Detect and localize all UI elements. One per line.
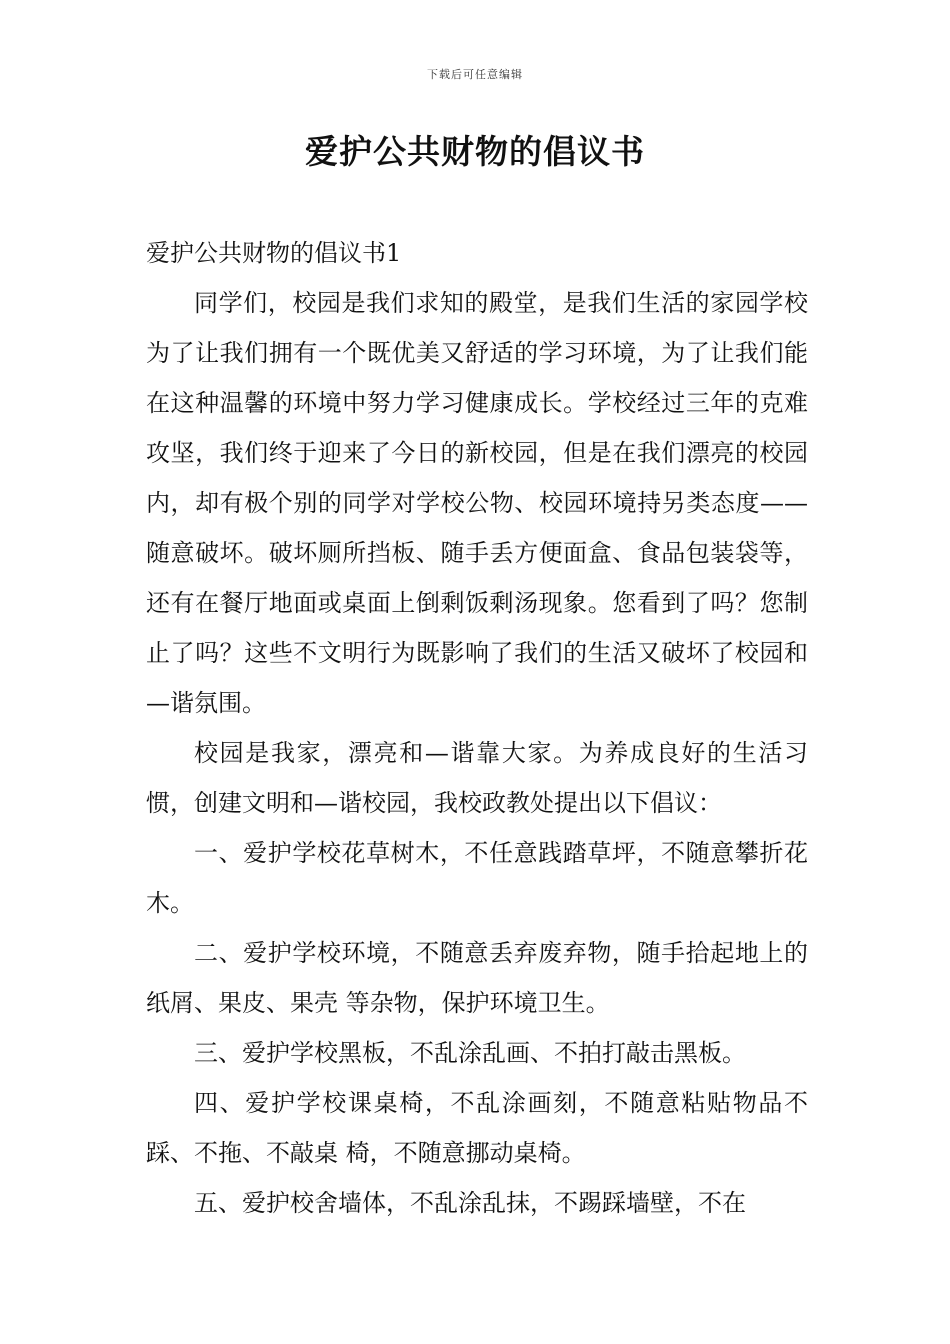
section-heading: 爱护公共财物的倡议书1 [146, 239, 402, 267]
paragraph-item-1: 一、爱护学校花草树木，不任意践踏草坪，不随意攀折花木。 [146, 839, 808, 917]
paragraph-item-4: 四、爱护学校课桌椅，不乱涂画刻，不随意粘贴物品不踩、不拖、不敲桌 椅，不随意挪动桌椅。 [146, 1089, 808, 1167]
paragraph-item-3: 三、爱护学校黑板，不乱涂乱画、不拍打敲击黑板。 [194, 1039, 746, 1067]
header-note: 下载后可任意编辑 [427, 68, 523, 81]
paragraph-item-2: 二、爱护学校环境，不随意丢弃废弃物，随手拾起地上的纸屑、果皮、果壳 等杂物，保护环境卫生。 [146, 939, 808, 1017]
paragraph-proposal: 校园是我家，漂亮和—谐靠大家。为养成良好的生活习惯，创建文明和—谐校园，我校政教处提出以下倡议： [146, 739, 808, 817]
document-title: 爱护公共财物的倡议书 [305, 132, 645, 171]
paragraph-intro: 同学们，校园是我们求知的殿堂，是我们生活的家园学校为了让我们拥有一个既优美又舒适的学习环境，为了让我们能在这种温馨的环境中努力学习健康成长。学校经过三年的克难攻坚，我们终于迎来了今日的新校园，但是在我们漂亮的校园内，却有极个别的同学对学校公物、校园环境持另类态度——随意破坏。破坏厕所挡板、随手丢方便面盒、食品包装袋等，还有在餐厅地面或桌面上倒剩饭剩汤现象。您看到了吗？您制止了吗？这些不文明行为既影响了我们的生活又破坏了校园和—谐氛围。 [146, 289, 808, 717]
paragraph-item-5: 五、爱护校舍墙体，不乱涂乱抹，不踢踩墙壁，不在 [194, 1189, 746, 1217]
document-body [146, 228, 808, 1228]
